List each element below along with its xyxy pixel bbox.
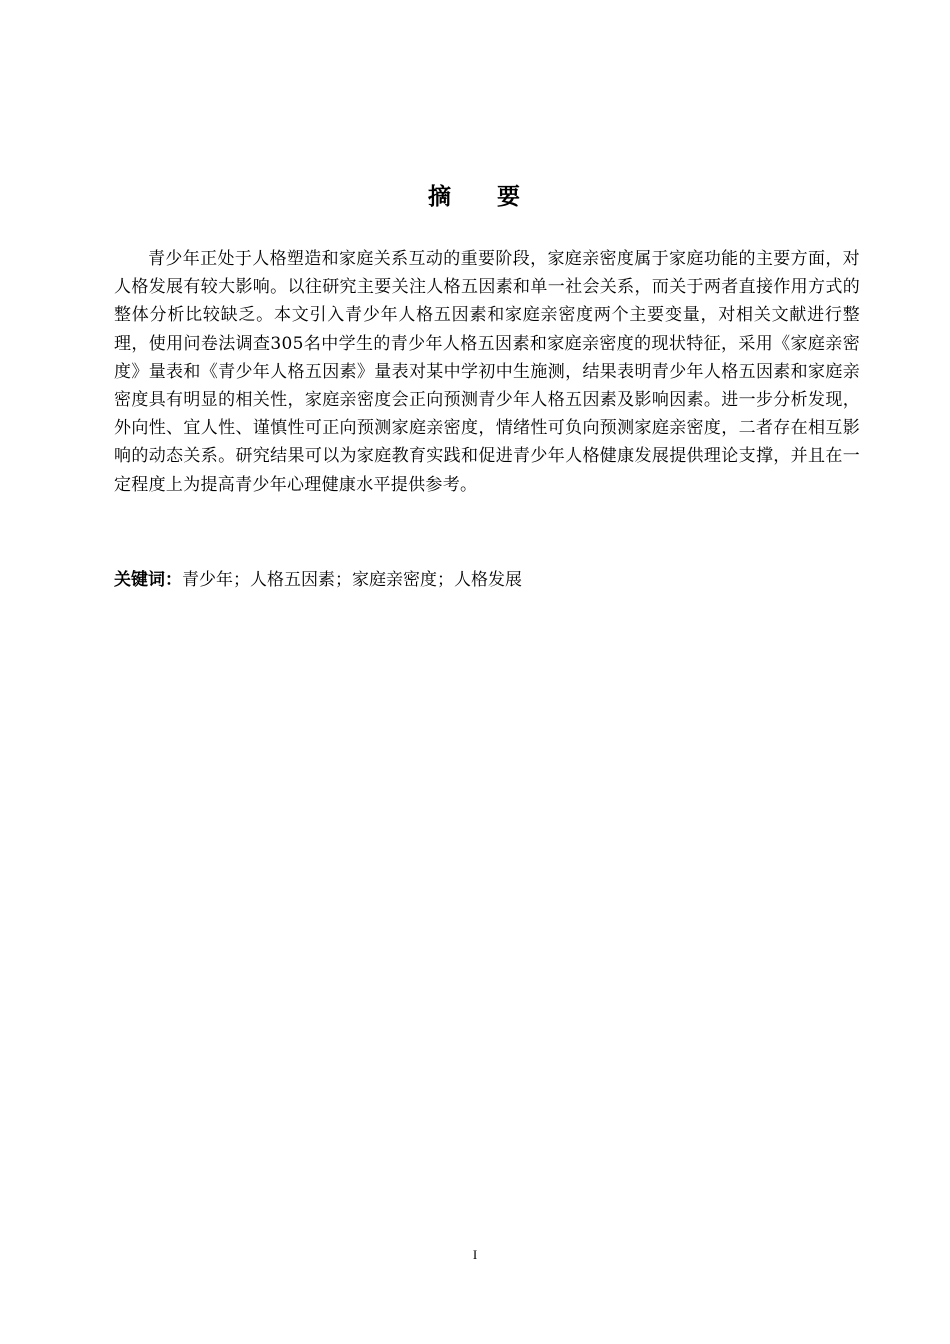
abstract-title-char-2: 要 xyxy=(497,184,522,210)
abstract-body: 青少年正处于人格塑造和家庭关系互动的重要阶段，家庭亲密度属于家庭功能的主要方面，对人格发展有较大影响。以往研究主要关注人格五因素和单一社会关系，而关于两者直接作用方式的整体分析比较缺乏。本文引入青少年人格五因素和家庭亲密度两个主要变量，对相关文献进行整理，使用问卷法调查305名中学生的青少年人格五因素和家庭亲密度的现状特征，采用《家庭亲密度》量表和《青少年人格五因素》量表对某中学初中生施测，结果表明青少年人格五因素和家庭亲密度具有明显的相关性，家庭亲密度会正向预测青少年人格五因素及影响因素。进一步分析发现，外向性、宜人性、谨慎性可正向预测家庭亲密度，情绪性可负向预测家庭亲密度，二者存在相互影响的动态关系。研究结果可以为家庭教育实践和促进青少年人格健康发展提供理论支撑，并且在一定程度上为提高青少年心理健康水平提供参考。 xyxy=(114,249,860,495)
abstract-title-char-1: 摘 xyxy=(428,184,453,210)
keywords-label: 关键词： xyxy=(114,570,182,590)
keywords-list: 青少年；人格五因素；家庭亲密度；人格发展 xyxy=(182,570,522,590)
abstract-title xyxy=(0,178,950,211)
keywords-line xyxy=(114,566,860,594)
page-number: I xyxy=(472,1247,478,1262)
